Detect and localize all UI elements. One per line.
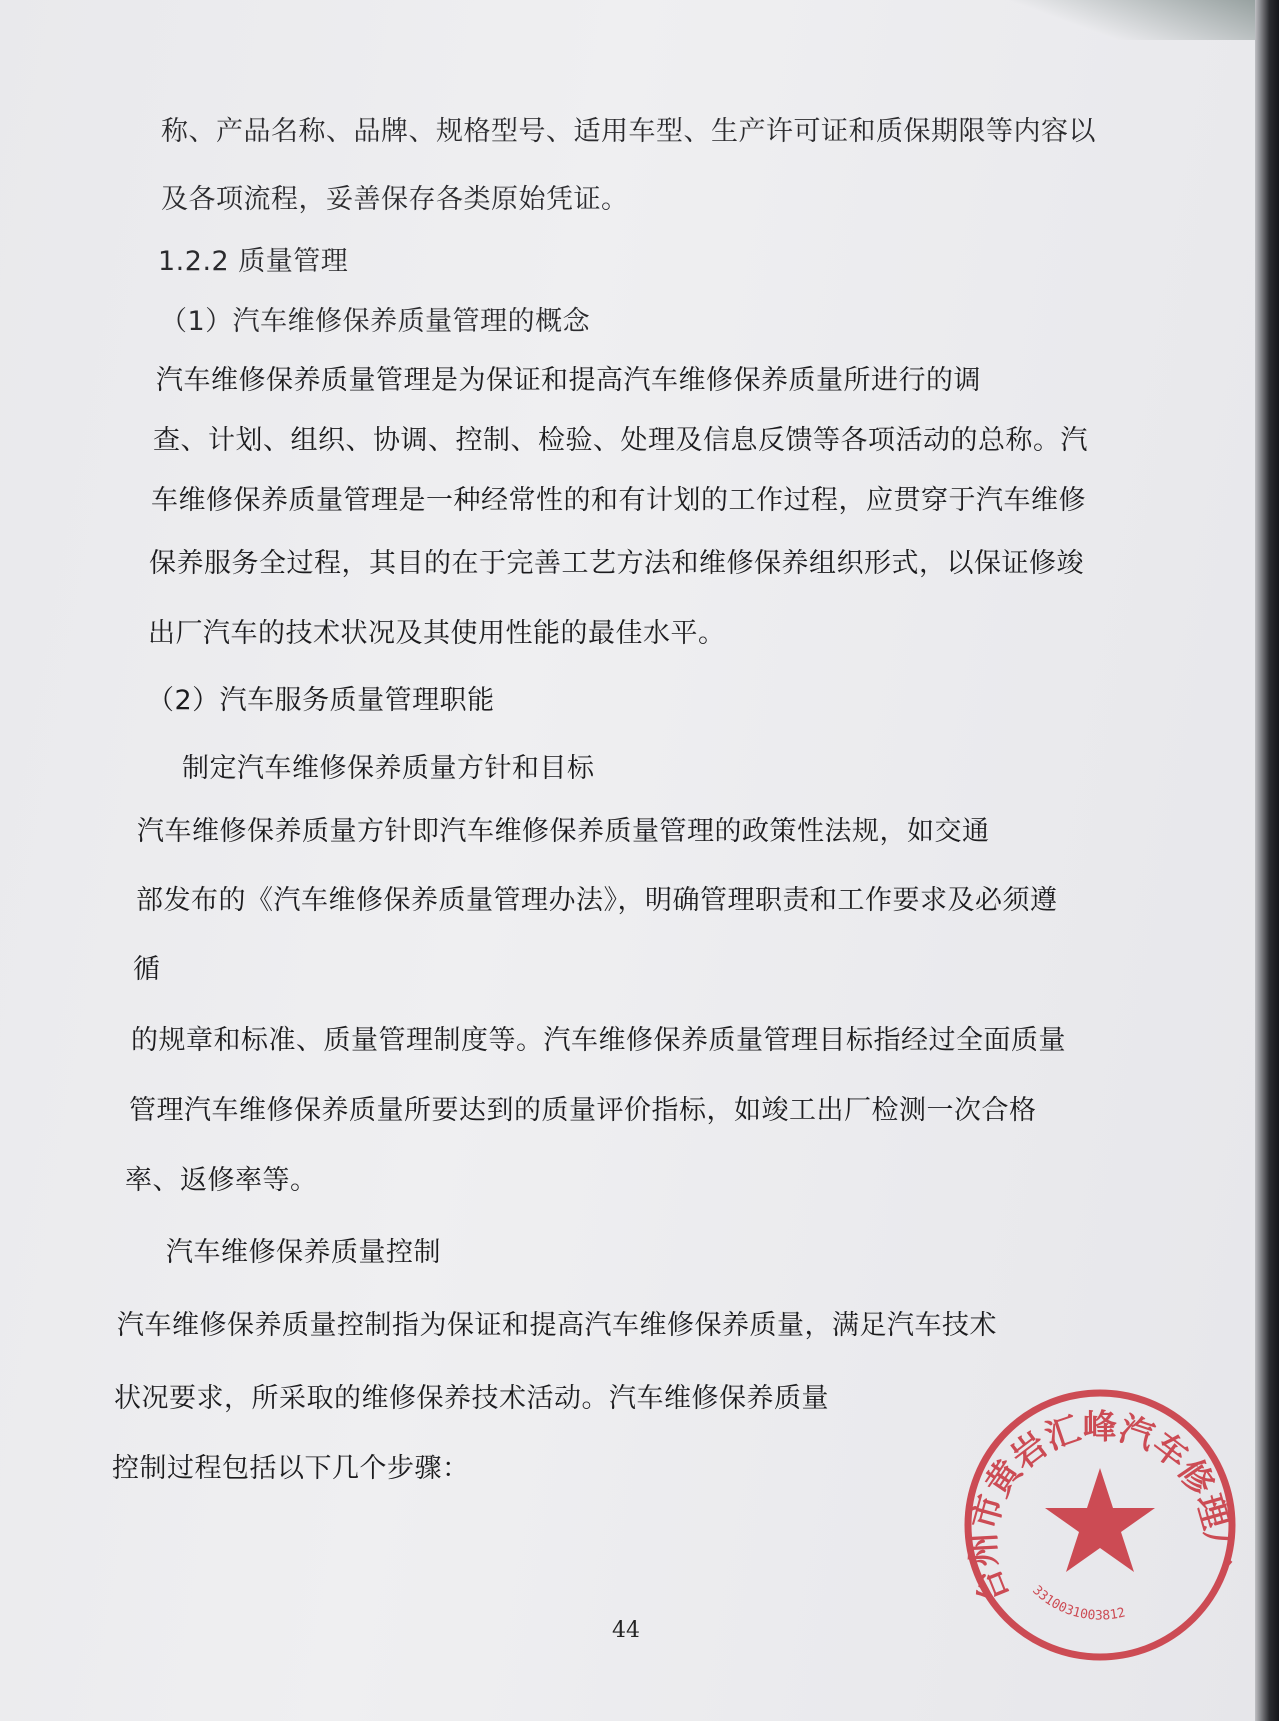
- text-line: 控制过程包括以下几个步骤：: [112, 1453, 470, 1484]
- seal-code: 3310031003812: [1029, 1583, 1127, 1624]
- text-line: 管理汽车维修保养质量所要达到的质量评价指标，如竣工出厂检测一次合格: [129, 1095, 1037, 1126]
- text-line: 车维修保养质量管理是一种经常性的和有计划的工作过程，应贯穿于汽车维修: [151, 485, 1086, 516]
- text-line: 查、计划、组织、协调、控制、检验、处理及信息反馈等各项活动的总称。汽: [153, 425, 1088, 456]
- seal-text: 台州市黄岩汇峰汽车修理厂: [963, 1407, 1237, 1610]
- paragraph-heading: 汽车维修保养质量控制: [166, 1237, 441, 1268]
- text-line: 状况要求，所采取的维修保养技术活动。汽车维修保养质量: [114, 1383, 829, 1414]
- text-line: 称、产品名称、品牌、规格型号、适用车型、生产许可证和质保期限等内容以: [161, 116, 1096, 147]
- text-line: 率、返修率等。: [125, 1165, 318, 1196]
- paragraph-heading: 制定汽车维修保养质量方针和目标: [182, 753, 595, 784]
- subsection-heading: （1）汽车维修保养质量管理的概念: [160, 306, 591, 337]
- text-line: 循: [133, 954, 161, 985]
- text-line: 汽车维修保养质量控制指为保证和提高汽车维修保养质量，满足汽车技术: [117, 1310, 997, 1341]
- photo-shadow: [1000, 0, 1279, 40]
- star-icon: [1045, 1468, 1155, 1572]
- subsection-heading: （2）汽车服务质量管理职能: [147, 685, 495, 716]
- text-line: 部发布的《汽车维修保养质量管理办法》，明确管理职责和工作要求及必须遵: [136, 885, 1058, 916]
- text-line: 保养服务全过程，其目的在于完善工艺方法和维修保养组织形式，以保证修竣: [149, 548, 1084, 579]
- section-heading: 1.2.2 质量管理: [158, 246, 349, 277]
- text-line: 汽车维修保养质量管理是为保证和提高汽车维修保养质量所进行的调: [156, 365, 981, 396]
- page-edge: [1255, 0, 1279, 1721]
- text-line: 及各项流程，妥善保存各类原始凭证。: [161, 184, 629, 215]
- page-number: 44: [612, 1618, 640, 1643]
- text-line: 的规章和标准、质量管理制度等。汽车维修保养质量管理目标指经过全面质量: [131, 1025, 1066, 1056]
- company-seal: [955, 1380, 1245, 1670]
- text-line: 汽车维修保养质量方针即汽车维修保养质量管理的政策性法规，如交通: [137, 816, 990, 847]
- text-line: 出厂汽车的技术状况及其使用性能的最佳水平。: [148, 618, 726, 649]
